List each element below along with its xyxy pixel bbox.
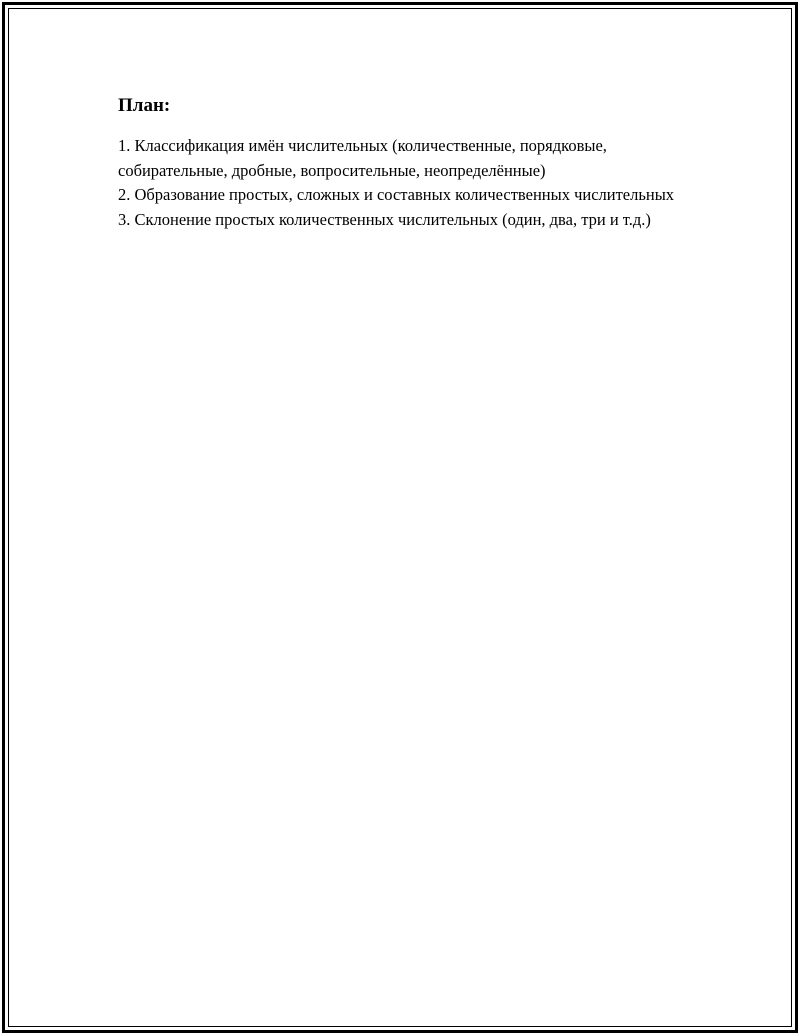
plan-list [118,134,688,232]
plan-item-1: 1. Классификация имён числительных (количественные, порядковые, собирательные, дробные, вопросительные, неопределённые) [118,136,607,180]
document-body [118,94,688,232]
plan-heading: План: [118,95,171,116]
plan-item-3: 3. Склонение простых количественных числительных (один, два, три и т.д.) [118,209,651,229]
plan-item-2: 2. Образование простых, сложных и составных количественных числительных [118,185,675,204]
